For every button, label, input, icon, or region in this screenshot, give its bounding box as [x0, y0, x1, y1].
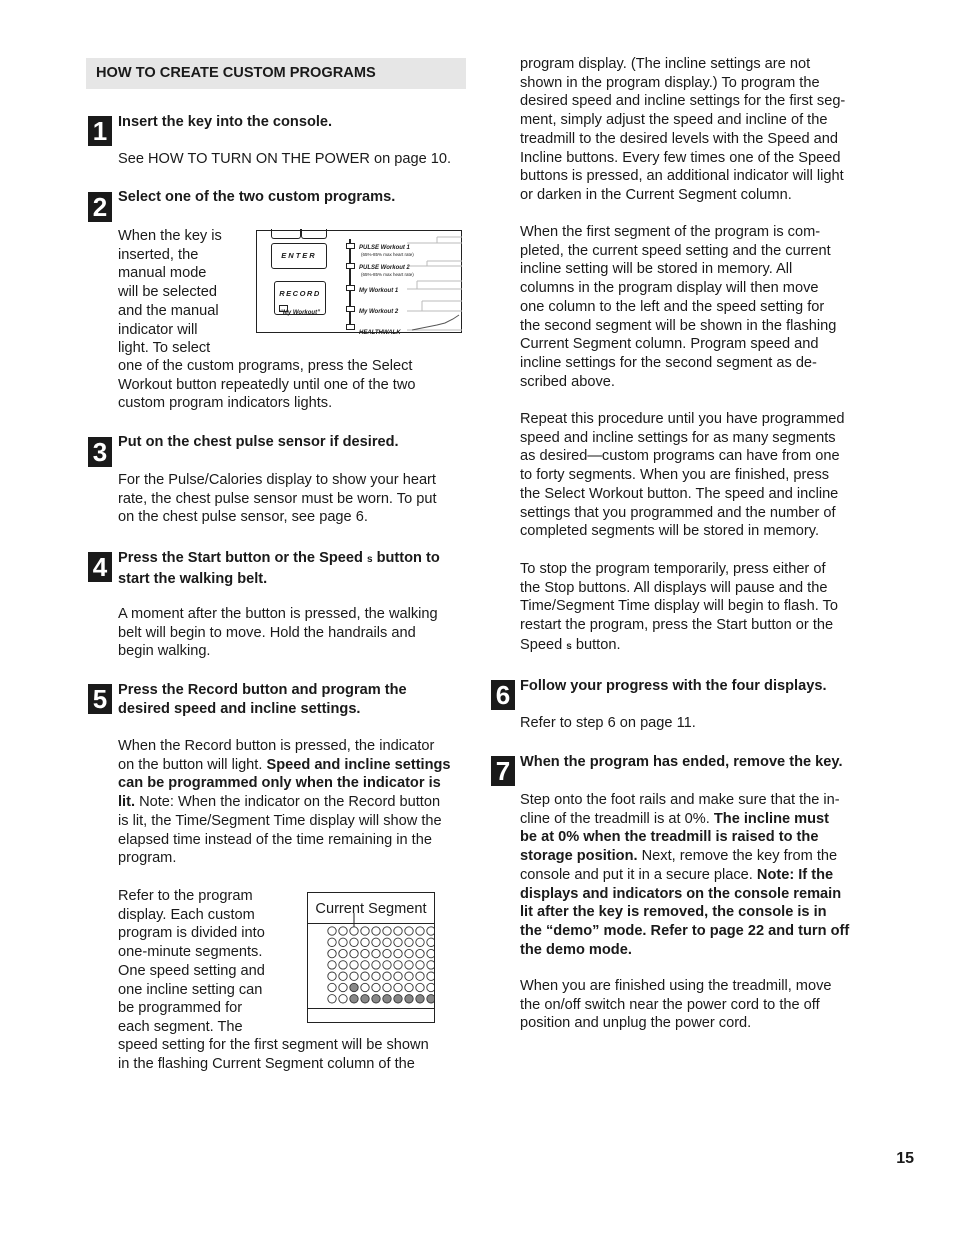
record-label: RECORD	[279, 289, 321, 298]
text-line: incline settings for the second segment as de-	[520, 354, 817, 371]
text-line: One speed setting and	[118, 962, 265, 979]
led-dot	[394, 995, 402, 1003]
led-dot	[328, 972, 336, 980]
bold-span: can be programmed only when the indicator is	[118, 775, 441, 792]
bold-span: The incline must	[713, 810, 830, 827]
text-span: cline of the treadmill is at 0%.	[520, 810, 710, 827]
step-5-title	[118, 681, 468, 718]
led-dot	[405, 949, 413, 957]
led-dot	[328, 983, 336, 991]
led-dot	[427, 972, 434, 980]
led-dot	[416, 949, 424, 957]
text-line: Incline buttons. Every few times one of the Speed	[520, 149, 841, 166]
led-dot	[383, 983, 391, 991]
section-heading: HOW TO CREATE CUSTOM PROGRAMS	[86, 58, 466, 89]
led-dot	[361, 961, 369, 969]
step-5-para-1	[118, 737, 468, 868]
text-line: Refer to the program	[118, 888, 253, 904]
led-dot	[328, 949, 336, 957]
led-dot	[372, 938, 380, 946]
step-1-title: Insert the key into the console.	[118, 114, 333, 130]
text-line: one of the custom programs, press the Select	[118, 358, 413, 374]
step-7-para-2	[520, 977, 872, 1033]
text-span: Next, remove the key from the	[641, 848, 838, 865]
led-dot	[405, 961, 413, 969]
led-dot	[394, 949, 402, 957]
led-dot	[350, 961, 358, 969]
step-4-title	[118, 549, 468, 588]
step-7-para-1	[520, 791, 872, 959]
text-line: is lit, the Time/Segment Time display will show the	[118, 812, 442, 829]
step-5-para-2-narrow	[118, 887, 298, 1037]
step-number-4: 4	[88, 552, 112, 582]
text-line: Time/Segment Time display will begin to flash. To	[520, 598, 838, 615]
text-line: one column to the left and the speed setting for	[520, 298, 825, 315]
step-3-title: Put on the chest pulse sensor if desired.	[118, 434, 399, 450]
step-number-5: 5	[88, 684, 112, 714]
pulse-workout-1-label: PULSE Workout 1	[359, 245, 410, 251]
text-line: When the key is	[118, 228, 222, 244]
text-line: When you are finished using the treadmill, move	[520, 978, 832, 994]
divider	[308, 1008, 434, 1009]
led-dot	[361, 927, 369, 935]
text-line: Repeat this procedure until you have programmed	[520, 411, 845, 427]
console-illustration	[256, 230, 462, 336]
step-6-title: Follow your progress with the four displays.	[520, 678, 827, 694]
led-dot	[361, 938, 369, 946]
led-dot	[361, 972, 369, 980]
text-line: manual mode	[118, 265, 207, 282]
led-dot	[427, 949, 434, 957]
led-dot	[339, 949, 347, 957]
text-span: button.	[575, 636, 621, 653]
led-dot	[405, 938, 413, 946]
text-line: program display. (The incline settings are not	[520, 56, 811, 72]
led-dot	[427, 995, 434, 1003]
pulse-workout-2-sub: (65%-85% max heart rate)	[361, 272, 414, 277]
text-line: pleted, the current speed setting and the current	[520, 242, 831, 259]
text-line: treadmill to the desired levels with the Speed and	[520, 130, 839, 147]
text-line: to forty segments. When you are finished, press	[520, 467, 830, 484]
text-line: the Stop buttons. All displays will pause and the	[520, 579, 828, 596]
text-line: as desired—custom programs can have from one	[520, 448, 840, 465]
text-line: on the chest pulse sensor, see page 6.	[118, 509, 368, 526]
step-4-title-a: Press the Start button or the Speed	[118, 550, 363, 566]
text-line: the on/off switch near the power cord to the off	[520, 996, 820, 1013]
text-line: be programmed for	[118, 1000, 243, 1017]
text-line: inserted, the	[118, 246, 199, 263]
text-line: light. To select	[118, 340, 211, 357]
page-number: 15	[896, 1150, 914, 1167]
led-dot	[405, 995, 413, 1003]
led-dot	[394, 927, 402, 935]
text-line: columns in the program display will then move	[520, 280, 819, 297]
text-line: settings that you programmed and the number of	[520, 504, 836, 521]
led-dot	[361, 949, 369, 957]
text-line: the second segment will be shown in the flashing	[520, 317, 837, 334]
led-dot	[416, 972, 424, 980]
text-line: ment, simply adjust the speed and incline of the	[520, 112, 828, 129]
text-line: buttons is pressed, an additional indicator will light	[520, 168, 844, 185]
text-line: restart the program, press the Start button or the	[520, 617, 834, 634]
step-4-title-b: button to	[376, 550, 440, 566]
text-line: desired speed and incline settings.	[118, 700, 361, 717]
indicator-led	[346, 324, 355, 330]
right-para-4	[520, 560, 872, 657]
led-dot	[361, 983, 369, 991]
step-2-body-wide	[118, 357, 468, 413]
step-number-2: 2	[88, 192, 112, 222]
pulse-workout-1-sub: (65%-85% max heart rate)	[361, 252, 414, 257]
led-dot	[394, 961, 402, 969]
text-line: When the Record button is pressed, the indicator	[118, 738, 435, 754]
led-dot	[416, 961, 424, 969]
text-line: To stop the program temporarily, press either of	[520, 561, 826, 577]
bold-span: the demo mode.	[520, 941, 632, 958]
right-para-2	[520, 223, 872, 391]
step-2-body-narrow	[118, 227, 258, 358]
text-line: rate, the chest pulse sensor must be worn. To put	[118, 490, 437, 507]
led-dot	[427, 938, 434, 946]
led-dot	[339, 983, 347, 991]
text-line: one incline setting can	[118, 981, 263, 998]
text-line: custom program indicators lights.	[118, 395, 333, 412]
text-line: will be selected	[118, 284, 217, 301]
text-line: one-minute segments.	[118, 944, 263, 961]
text-line: A moment after the button is pressed, the walking	[118, 606, 438, 622]
indicator-led	[346, 263, 355, 269]
text-line: position and unplug the power cord.	[520, 1015, 752, 1032]
text-line: belt will begin to move. Hold the handrails and	[118, 624, 416, 641]
text-line: When the first segment of the program is com-	[520, 224, 821, 240]
speed-up-symbol: s	[566, 640, 572, 652]
led-dot	[372, 949, 380, 957]
bold-span: displays and indicators on the console remain	[520, 885, 842, 902]
text-line: Workout button repeatedly until one of the two	[118, 376, 416, 393]
led-dot	[405, 972, 413, 980]
led-dot	[350, 983, 358, 991]
led-dot	[416, 938, 424, 946]
step-6-body: Refer to step 6 on page 11.	[520, 715, 696, 731]
step-7-title: When the program has ended, remove the key.	[520, 754, 843, 770]
record-sub-label: “My Workout”	[279, 309, 321, 316]
console-button-top-right	[301, 229, 327, 239]
led-dot	[339, 938, 347, 946]
led-dot	[383, 949, 391, 957]
text-line: program is divided into	[118, 925, 265, 942]
record-indicator	[279, 305, 288, 312]
led-dot	[405, 983, 413, 991]
step-number-3: 3	[88, 437, 112, 467]
text-line: desired speed and incline settings for the first seg-	[520, 93, 846, 110]
led-dot	[328, 927, 336, 935]
text-line: scribed above.	[520, 373, 615, 390]
text-span: Speed	[520, 636, 563, 653]
led-dot	[328, 995, 336, 1003]
current-segment-label: Current Segment	[315, 901, 427, 917]
led-dot	[383, 961, 391, 969]
led-dot	[394, 983, 402, 991]
speed-up-symbol: s	[366, 554, 373, 565]
record-button	[274, 281, 326, 315]
step-number-7: 7	[491, 756, 515, 786]
text-line: indicator will	[118, 321, 198, 338]
step-4-title-c: start the walking belt.	[118, 570, 268, 587]
bold-span: be at 0% when the treadmill is raised to the	[520, 829, 819, 846]
led-dot	[350, 938, 358, 946]
bold-span: Speed and incline settings	[266, 756, 451, 773]
led-dot	[350, 972, 358, 980]
step-2-title: Select one of the two custom programs.	[118, 189, 396, 205]
bold-span: lit after the key is removed, the console is in	[520, 904, 827, 921]
text-line: begin walking.	[118, 643, 211, 660]
led-dot	[416, 983, 424, 991]
text-span: console and put it in a secure place.	[520, 866, 753, 883]
healthwalk-label: HEALTHWALK	[359, 330, 401, 336]
led-dot	[383, 995, 391, 1003]
text-line: speed setting for the first segment will be shown	[118, 1037, 429, 1053]
led-dot	[339, 961, 347, 969]
step-3-body	[118, 471, 468, 527]
led-dot	[416, 927, 424, 935]
text-line: elapsed time instead of the time remaining in the	[118, 831, 432, 848]
bold-span: the “demo” mode. Refer to page 22 and turn off	[520, 922, 850, 939]
pulse-workout-2-label: PULSE Workout 2	[359, 265, 410, 271]
led-dot	[427, 927, 434, 935]
text-line: completed segments will be stored in memory.	[520, 523, 820, 540]
text-line: For the Pulse/Calories display to show your heart	[118, 472, 436, 488]
current-segment-illustration	[307, 892, 435, 1023]
led-dot	[383, 972, 391, 980]
console-button-top-left	[271, 229, 301, 239]
text-line: incline setting will be stored in memory. All	[520, 261, 793, 278]
text-line: display. Each custom	[118, 906, 255, 923]
text-line: each segment. The	[118, 1018, 243, 1035]
led-dot	[339, 972, 347, 980]
text-line: Current Segment column. Program speed and	[520, 336, 819, 353]
text-line: speed and incline settings for as many segments	[520, 429, 836, 446]
text-line: and the manual	[118, 302, 219, 319]
led-dot	[427, 983, 434, 991]
workout-profiles-graphic	[407, 231, 462, 332]
text-line: the Select Workout button. The speed and incline	[520, 485, 839, 502]
right-para-1	[520, 55, 872, 205]
step-1-body: See HOW TO TURN ON THE POWER on page 10.	[118, 151, 452, 167]
led-dot	[328, 938, 336, 946]
led-dot	[372, 995, 380, 1003]
led-dot	[372, 972, 380, 980]
step-number-6: 6	[491, 680, 515, 710]
text-line: in the flashing Current Segment column of the	[118, 1055, 415, 1072]
led-dot	[339, 927, 347, 935]
text-line: Press the Record button and program the	[118, 682, 407, 698]
led-dot	[328, 961, 336, 969]
indicator-led	[346, 243, 355, 249]
led-dot	[350, 949, 358, 957]
text-line: shown in the program display.) To program the	[520, 74, 820, 91]
led-dot	[361, 995, 369, 1003]
indicator-led	[346, 306, 355, 312]
right-para-3	[520, 410, 872, 541]
led-dot	[372, 927, 380, 935]
text-span: on the button will light.	[118, 756, 263, 773]
led-dot	[394, 938, 402, 946]
led-dot	[350, 927, 358, 935]
bold-span: Note: If the	[756, 866, 834, 883]
step-4-body	[118, 605, 468, 661]
bold-span: storage position.	[520, 848, 638, 865]
led-dot	[372, 983, 380, 991]
led-dot	[339, 995, 347, 1003]
led-dot	[383, 938, 391, 946]
enter-button: ENTER	[271, 243, 327, 269]
indicator-led	[346, 285, 355, 291]
led-dot	[350, 995, 358, 1003]
my-workout-1-label: My Workout 1	[359, 288, 399, 294]
step-number-1: 1	[88, 116, 112, 146]
text-line: program.	[118, 850, 177, 867]
led-dot	[372, 961, 380, 969]
text-span: Note: When the indicator on the Record button	[139, 794, 441, 811]
led-dot	[416, 995, 424, 1003]
text-line: Step onto the foot rails and make sure that the in-	[520, 792, 840, 808]
bold-span: lit.	[118, 794, 136, 811]
my-workout-2-label: My Workout 2	[359, 309, 399, 315]
led-dot	[427, 961, 434, 969]
led-dot	[383, 927, 391, 935]
led-matrix	[308, 911, 434, 1007]
led-dot	[394, 972, 402, 980]
text-line: or darken in the Current Segment column.	[520, 186, 792, 203]
led-dot	[405, 927, 413, 935]
step-5-para-2-wide	[118, 1036, 468, 1073]
indicator-line	[349, 239, 351, 327]
